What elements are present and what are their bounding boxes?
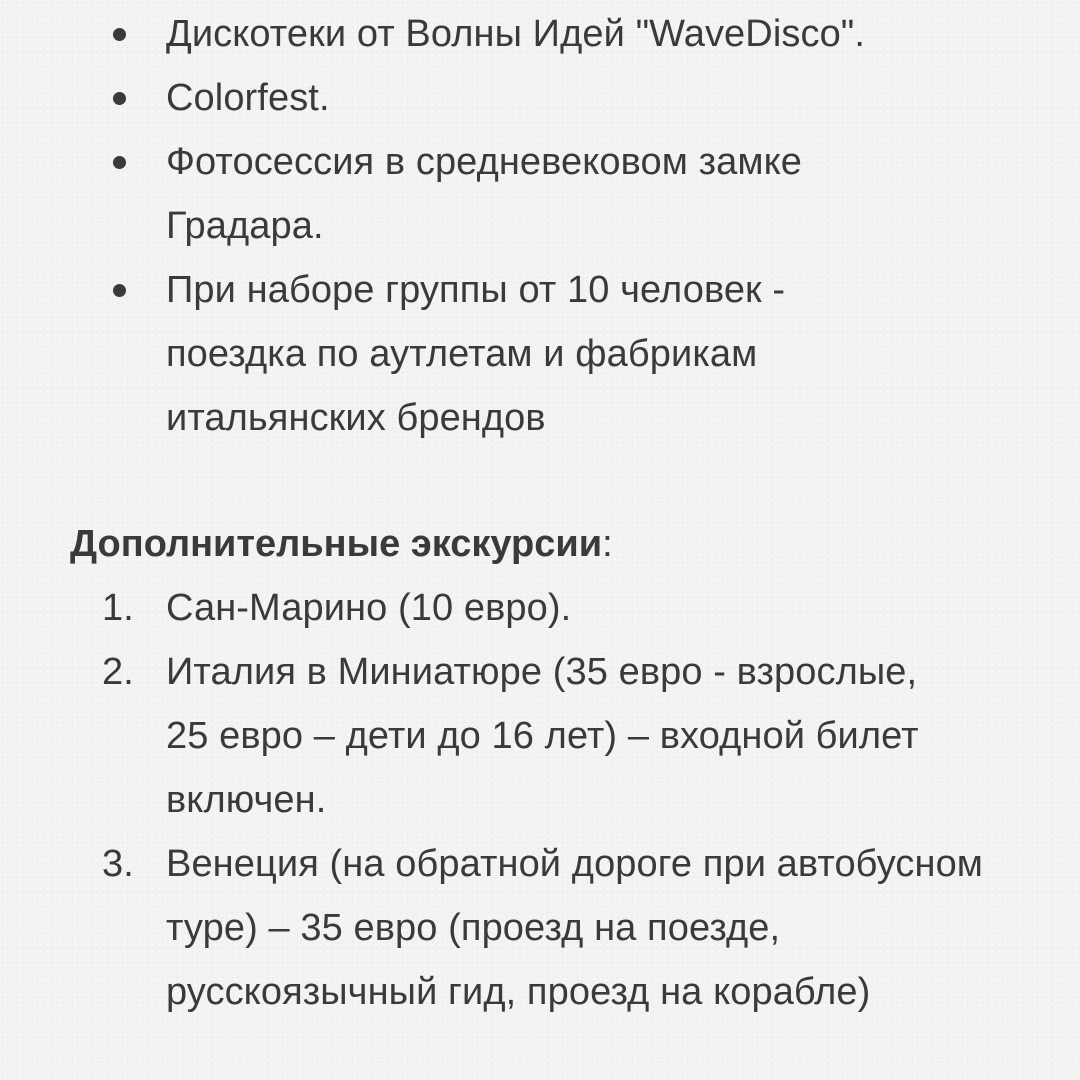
list-item-number: 1.	[102, 587, 134, 629]
list-item-text: Италия в Миниатюре (35 евро - взрослые, 25 евро – дети до 16 лет) – входной билет включен.	[166, 651, 919, 821]
list-item	[0, 130, 1080, 258]
list-item	[0, 2, 1080, 66]
list-item-text: Венеция (на обратной дороге при автобусном туре) – 35 евро (проезд на поезде, русскоязычный гид, проезд на корабле)	[166, 843, 984, 1013]
bullet-icon	[113, 92, 126, 105]
list-item-number: 3.	[102, 843, 134, 885]
excursions-list	[0, 576, 1080, 1024]
list-item	[0, 258, 1080, 450]
section-heading-colon: :	[602, 523, 613, 565]
list-item	[0, 640, 1080, 832]
list-item-text: При наборе группы от 10 человек - поездка по аутлетам и фабрикам итальянских брендов	[166, 269, 786, 439]
list-item	[0, 832, 1080, 1024]
activities-list	[0, 2, 1080, 450]
list-item-text: Дискотеки от Волны Идей "WaveDisco".	[166, 13, 866, 55]
list-item-text: Сан-Марино (10 евро).	[166, 587, 572, 629]
list-item	[0, 66, 1080, 130]
bullet-icon	[113, 28, 126, 41]
list-item-number: 2.	[102, 651, 134, 693]
list-item-text: Фотосессия в средневековом замке Градара.	[166, 141, 802, 247]
section-heading-text: Дополнительные экскурсии	[70, 523, 603, 565]
list-item-text: Colorfest.	[166, 77, 330, 119]
bullet-icon	[113, 284, 126, 297]
bullet-icon	[113, 156, 126, 169]
section-heading	[70, 512, 613, 576]
list-item	[0, 576, 1080, 640]
